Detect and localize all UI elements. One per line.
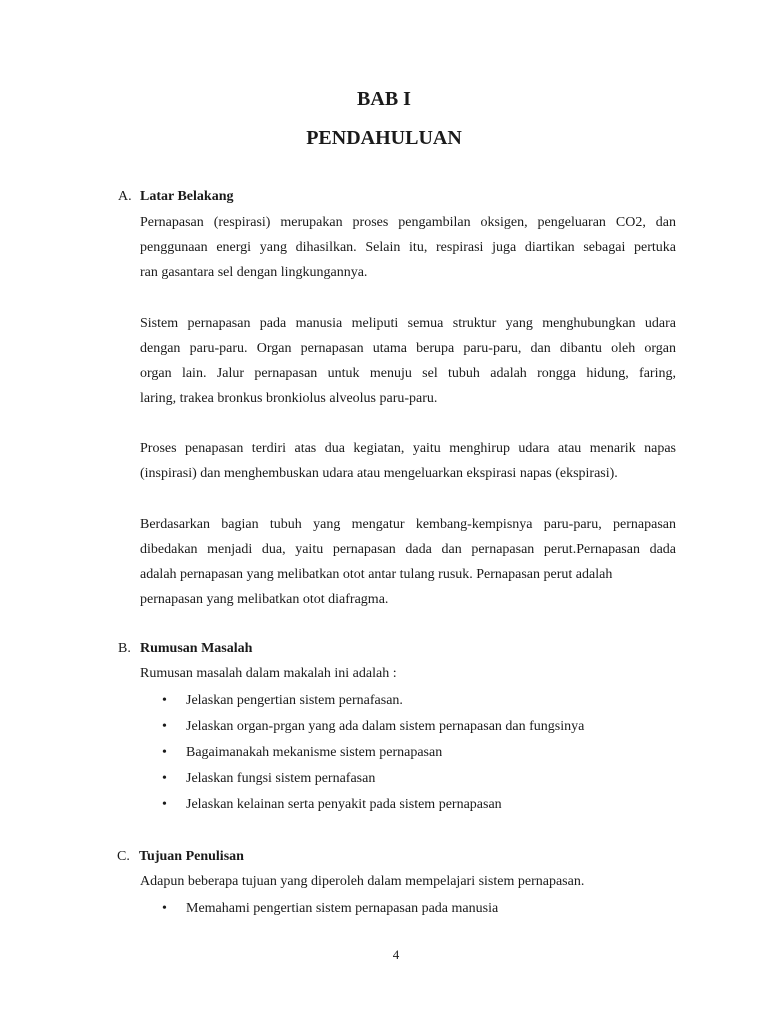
- list-item-text: Jelaskan fungsi sistem pernafasan: [186, 771, 376, 786]
- text-line: ran gasantara sel dengan lingkungannya.: [140, 265, 368, 280]
- list-item-text: Bagaimanakah mekanisme sistem pernapasan: [186, 745, 443, 760]
- list-item-text: Jelaskan organ-prgan yang ada dalam sistem pernapasan dan fungsinya: [186, 719, 585, 734]
- section-heading-latar-belakang: [118, 189, 233, 205]
- list-item: [162, 692, 584, 718]
- text-line: adalah pernapasan yang melibatkan otot antar tulang rusuk. Pernapasan perut adalah: [140, 567, 613, 582]
- chapter-subtitle: PENDAHULUAN: [306, 127, 462, 149]
- list-item: [162, 744, 584, 770]
- text-line: pernapasan yang melibatkan otot diafragma.: [140, 592, 389, 607]
- bullet-list: [162, 692, 584, 822]
- section-letter: C.: [117, 849, 130, 864]
- bullet-icon: •: [162, 745, 167, 760]
- bullet-icon: •: [162, 771, 167, 786]
- section-intro: Adapun beberapa tujuan yang diperoleh dalam mempelajari sistem pernapasan.: [140, 874, 585, 889]
- text-line: dibedakan menjadi dua, yaitu pernapasan dada dan pernapasan perut.Pernapasan dada: [140, 542, 676, 557]
- bullet-icon: •: [162, 719, 167, 734]
- text-line: Proses penapasan terdiri atas dua kegiatan, yaitu menghirup udara atau menarik napas: [140, 441, 676, 456]
- section-title: Latar Belakang: [140, 189, 234, 204]
- section-heading-tujuan-penulisan: [117, 849, 244, 865]
- section-letter: A.: [118, 189, 132, 204]
- text-line: (inspirasi) dan menghembuskan udara atau mengeluarkan ekspirasi napas (ekspirasi).: [140, 466, 618, 481]
- page-number: 4: [392, 947, 400, 962]
- text-line: laring, trakea bronkus bronkiolus alveolus paru-paru.: [140, 391, 438, 406]
- section-title: Tujuan Penulisan: [139, 849, 244, 864]
- section-letter: B.: [118, 641, 131, 656]
- paragraph: [140, 210, 676, 285]
- text-line: penggunaan energi yang dihasilkan. Selain itu, respirasi juga diartikan sebagai pertuka: [140, 240, 676, 255]
- paragraph: [140, 311, 676, 411]
- section-intro: Rumusan masalah dalam makalah ini adalah :: [140, 666, 397, 681]
- text-line: dengan paru-paru. Organ pernapasan utama berupa paru-paru, dan dibantu oleh organ: [140, 341, 676, 356]
- list-item-text: Jelaskan pengertian sistem pernafasan.: [186, 693, 403, 708]
- bullet-icon: •: [162, 693, 167, 708]
- bullet-list: [162, 900, 498, 926]
- paragraph: [140, 436, 676, 486]
- list-item: [162, 796, 584, 822]
- list-item-text: Memahami pengertian sistem pernapasan pada manusia: [186, 901, 499, 916]
- list-item-text: Jelaskan kelainan serta penyakit pada sistem pernapasan: [186, 797, 502, 812]
- paragraph: [140, 512, 676, 612]
- text-line: Pernapasan (respirasi) merupakan proses pengambilan oksigen, pengeluaran CO2, dan: [140, 215, 676, 230]
- text-line: Sistem pernapasan pada manusia meliputi semua struktur yang menghubungkan udara: [140, 316, 676, 331]
- bullet-icon: •: [162, 901, 167, 916]
- list-item: [162, 900, 498, 926]
- text-line: Berdasarkan bagian tubuh yang mengatur kembang-kempisnya paru-paru, pernapasan: [140, 517, 676, 532]
- section-heading-rumusan-masalah: [118, 641, 252, 657]
- list-item: [162, 770, 584, 796]
- bullet-icon: •: [162, 797, 167, 812]
- section-title: Rumusan Masalah: [140, 641, 253, 656]
- list-item: [162, 718, 584, 744]
- text-line: organ lain. Jalur pernapasan untuk menuju sel tubuh adalah rongga hidung, faring,: [140, 366, 676, 381]
- chapter-title: BAB I: [357, 88, 411, 110]
